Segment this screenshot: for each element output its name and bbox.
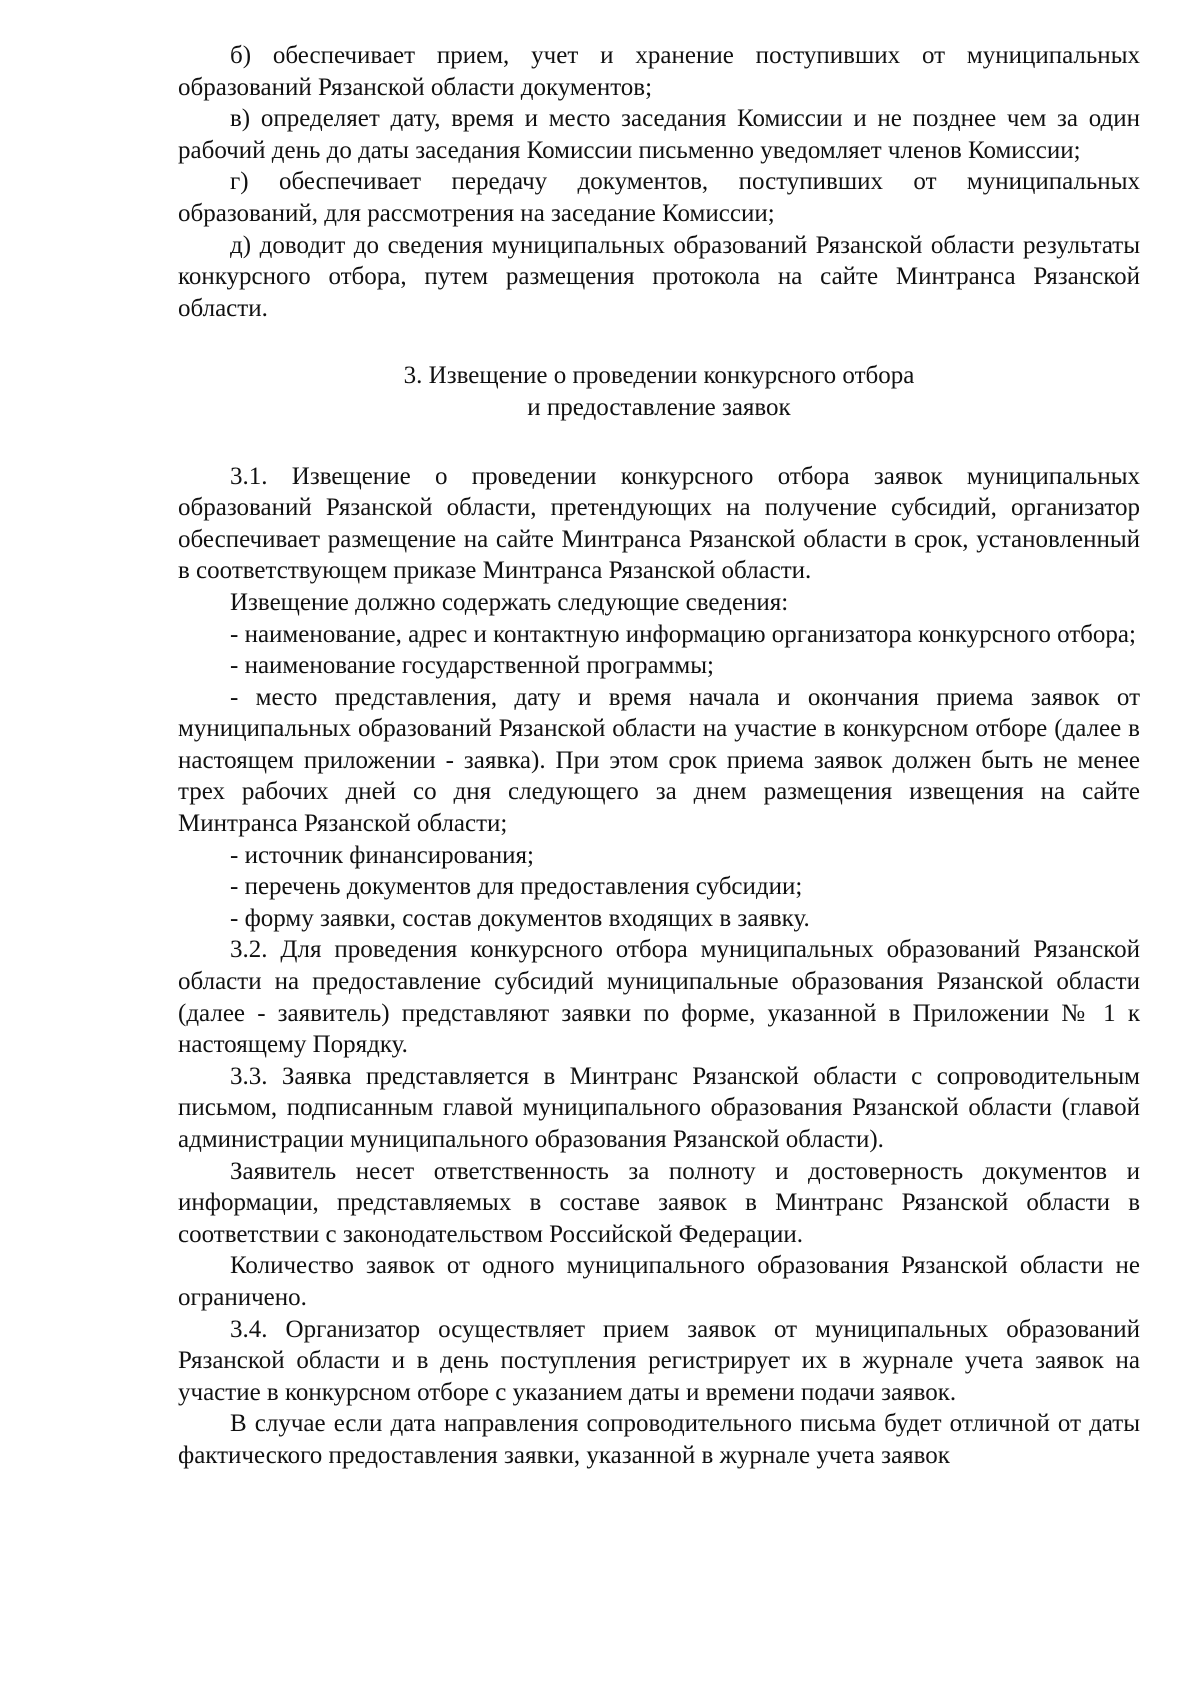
list-item-organizer: - наименование, адрес и контактную информацию организатора конкурсного отбора; — [230, 620, 1136, 648]
paragraph-v: в) определяет дату, время и место заседания Комиссии и не позднее чем за один рабочий день до даты заседания Комиссии письменно уведомляет членов Комиссии; — [178, 105, 1140, 164]
paragraph-b: б) обеспечивает прием, учет и хранение поступивших от муниципальных образований Рязанской области документов; — [178, 42, 1140, 101]
paragraph-g: г) обеспечивает передачу документов, поступивших от муниципальных образований, для рассмотрения на заседание Комиссии; — [178, 168, 1140, 227]
list-item-funding: - источник финансирования; — [230, 841, 534, 869]
paragraph-responsibility: Заявитель несет ответственность за полноту и достоверность документов и информации, представляемых в составе заявок в Минтранс Рязанской области в соответствии с законодательством Российской Федерации. — [178, 1157, 1140, 1248]
paragraph-3-3: 3.3. Заявка представляется в Минтранс Рязанской области с сопроводительным письмом, подписанным главой муниципального образования Рязанской области (главой администрации муниципального образования Рязанской области). — [178, 1062, 1140, 1153]
paragraph-date-mismatch: В случае если дата направления сопроводительного письма будет отличной от даты фактического предоставления заявки, указанной в журнале учета заявок — [178, 1410, 1140, 1469]
paragraph-quantity: Количество заявок от одного муниципального образования Рязанской области не ограничено. — [178, 1252, 1140, 1311]
paragraph-3-4: 3.4. Организатор осуществляет прием заявок от муниципальных образований Рязанской области и в день поступления регистрирует их в журнале учета заявок на участие в конкурсном отборе с указанием даты и времени подачи заявок. — [178, 1315, 1140, 1406]
paragraph-notice-contents: Извещение должно содержать следующие сведения: — [230, 588, 789, 616]
list-item-program: - наименование государственной программы; — [230, 652, 714, 680]
paragraph-3-2: 3.2. Для проведения конкурсного отбора муниципальных образований Рязанской области на предоставление субсидий муниципальные образования Рязанской области (далее - заявитель) представляют заявки по форме, указанной в Приложении № 1 к настоящему Порядку. — [178, 936, 1140, 1059]
list-item-documents: - перечень документов для предоставления субсидии; — [230, 873, 803, 901]
list-item-form: - форму заявки, состав документов входящих в заявку. — [230, 904, 810, 932]
paragraph-3-1: 3.1. Извещение о проведении конкурсного отбора заявок муниципальных образований Рязанской области, претендующих на получение субсидий, организатор обеспечивает размещение на сайте Минтранса Рязанской области в срок, установленный в соответствующем приказе Минтранса Рязанской области. — [178, 462, 1140, 585]
list-item-place-date: - место представления, дату и время начала и окончания приема заявок от муниципальных образований Рязанской области на участие в конкурсном отборе (далее в настоящем приложении - заявка). При этом срок приема заявок должен быть не менее трех рабочих дней со дня следующего за днем размещения извещения на сайте Минтранса Рязанской области; — [178, 683, 1140, 838]
section-heading — [178, 360, 1140, 423]
section-heading-line-1: 3. Извещение о проведении конкурсного отбора — [403, 362, 915, 390]
paragraph-d: д) доводит до сведения муниципальных образований Рязанской области результаты конкурсного отбора, путем размещения протокола на сайте Минтранса Рязанской области. — [178, 231, 1140, 322]
section-heading-line-2: и предоставление заявок — [527, 393, 791, 421]
